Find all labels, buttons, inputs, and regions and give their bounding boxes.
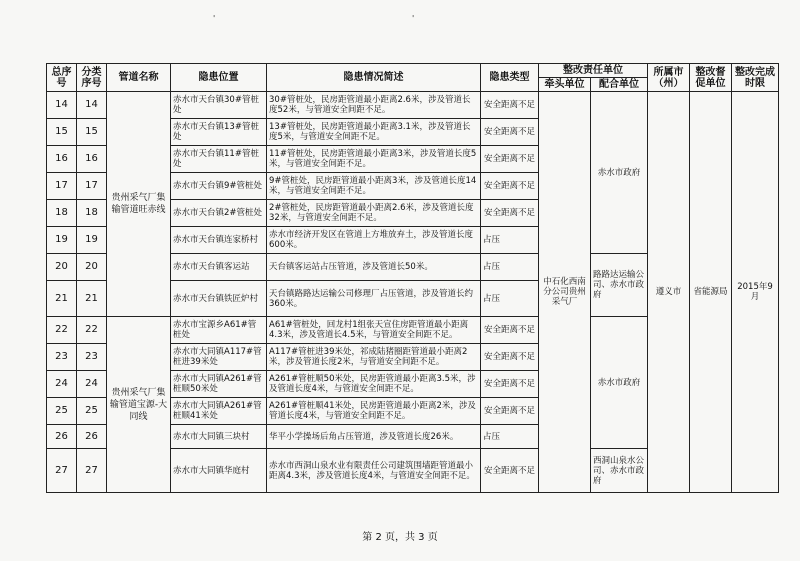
row-description: A261#管桩顺50米处，民房距管道最小距离3.5米，涉及管道长度4米，与管道安全间距不足。 [267,371,481,398]
row-sub: 17 [77,173,107,200]
row-description: 9#管桩处，民房距管道最小距离3米，涉及管道长度14米，与管道安全间距不足。 [267,173,481,200]
row-location: 赤水市天台镇9#管桩处 [171,173,267,200]
row-location: 赤水市天台镇客运站 [171,254,267,281]
header-supervisor: 整改督促单位 [690,64,732,92]
row-total: 17 [47,173,77,200]
row-type: 安全距离不足 [481,119,539,146]
row-total: 26 [47,425,77,449]
row-total: 23 [47,344,77,371]
row-total: 21 [47,281,77,317]
row-type: 占压 [481,254,539,281]
row-sub: 15 [77,119,107,146]
row-description: 天台镇客运站占压管道，涉及管道长50米。 [267,254,481,281]
deadline: 2015年9月 [732,92,779,493]
row-sub: 24 [77,371,107,398]
row-location: 赤水市大同镇A261#管桩顺41米处 [171,398,267,425]
row-type: 安全距离不足 [481,200,539,227]
row-description: 30#管桩处，民房距管道最小距离2.6米，涉及管道长度52米，与管道安全间距不足。 [267,92,481,119]
row-total: 16 [47,146,77,173]
city: 遵义市 [648,92,690,493]
row-type: 安全距离不足 [481,173,539,200]
row-type: 占压 [481,281,539,317]
support-unit: 赤水市政府 [591,92,648,254]
row-description: 华平小学操场后角占压管道，涉及管道长度26米。 [267,425,481,449]
row-description: 11#管桩处，民房距管道最小距离3米，涉及管道长度5米，与管道安全间距不足。 [267,146,481,173]
support-unit: 赤水市政府 [591,317,648,449]
pipeline-name: 贵州采气厂集输管道宝源-大同线 [107,317,171,493]
row-type: 安全距离不足 [481,398,539,425]
row-sub: 20 [77,254,107,281]
row-location: 赤水市宝源乡A61#管桩处 [171,317,267,344]
row-sub: 23 [77,344,107,371]
row-sub: 25 [77,398,107,425]
row-sub: 26 [77,425,107,449]
row-description: 天台镇路路达运输公司修理厂占压管道，涉及管道长约360米。 [267,281,481,317]
row-total: 19 [47,227,77,254]
row-type: 占压 [481,227,539,254]
row-total: 27 [47,449,77,493]
row-location: 赤水市天台镇连家桥村 [171,227,267,254]
header-support: 配合单位 [591,78,648,92]
row-description: 13#管桩处，民房距管道最小距离3.1米，涉及管道长度5米，与管道安全间距不足。 [267,119,481,146]
header-description: 隐患情况简述 [267,64,481,92]
row-type: 占压 [481,425,539,449]
header-deadline: 整改完成时限 [732,64,779,92]
row-description: A61#管桩处，回龙村1组张天宣住房距管道最小距离4.3米，涉及管道长4.5米，与管道安全间距不足。 [267,317,481,344]
support-unit: 西洞山泉水公司、赤水市政府 [591,449,648,493]
header-location: 隐患位置 [171,64,267,92]
row-location: 赤水市天台镇铁匠炉村 [171,281,267,317]
row-sub: 14 [77,92,107,119]
row-location: 赤水市大同镇三块村 [171,425,267,449]
row-total: 22 [47,317,77,344]
pipeline-name: 贵州采气厂集输管道旺赤线 [107,92,171,317]
row-sub: 21 [77,281,107,317]
hazard-table [46,63,779,493]
row-description: A261#管桩顺41米处，民房距管道最小距离2米，涉及管道长度4米，与管道安全间距不足。 [267,398,481,425]
row-location: 赤水市天台镇13#管桩处 [171,119,267,146]
header-type: 隐患类型 [481,64,539,92]
row-total: 25 [47,398,77,425]
row-type: 安全距离不足 [481,344,539,371]
row-description: 赤水市西洞山泉水业有限责任公司建筑围墙距管道最小距离4.3米，涉及管道长度4米，与管道安全间距不足。 [267,449,481,493]
scan-mark: ' [213,14,216,23]
header-pipeline: 管道名称 [107,64,171,92]
row-type: 安全距离不足 [481,146,539,173]
support-unit: 路路达运输公司、赤水市政府 [591,254,648,317]
table-row [47,92,779,119]
row-location: 赤水市大同镇华庭村 [171,449,267,493]
row-total: 15 [47,119,77,146]
row-location: 赤水市天台镇11#管桩处 [171,146,267,173]
row-description: A117#管桩进39米处，祁成陆猪圈距管道最小距离2米，涉及管道长度2米，与管道安全间距不足。 [267,344,481,371]
supervisor: 省能源局 [690,92,732,493]
row-total: 14 [47,92,77,119]
row-description: 2#管桩处，民房距管道最小距离2.6米，涉及管道长度32米，与管道安全间距不足。 [267,200,481,227]
row-location: 赤水市天台镇2#管桩处 [171,200,267,227]
header-responsible: 整改责任单位 [539,64,648,78]
header-city: 所属市（州） [648,64,690,92]
header-seq-total: 总序号 [47,64,77,92]
row-total: 24 [47,371,77,398]
header-seq-sub: 分类序号 [77,64,107,92]
row-total: 18 [47,200,77,227]
lead-unit: 中石化西南分公司贵州采气厂 [539,92,591,493]
row-sub: 22 [77,317,107,344]
row-location: 赤水市大同镇A261#管桩顺50米处 [171,371,267,398]
row-sub: 16 [77,146,107,173]
row-type: 安全距离不足 [481,92,539,119]
page-number: 第 2 页，共 3 页 [362,532,438,543]
header-lead: 牵头单位 [539,78,591,92]
row-total: 20 [47,254,77,281]
row-type: 安全距离不足 [481,371,539,398]
row-type: 安全距离不足 [481,317,539,344]
row-description: 赤水市经济开发区在管道上方堆放弃土，涉及管道长度600米。 [267,227,481,254]
row-location: 赤水市天台镇30#管桩处 [171,92,267,119]
row-location: 赤水市大同镇A117#管桩进39米处 [171,344,267,371]
row-sub: 27 [77,449,107,493]
row-sub: 19 [77,227,107,254]
row-sub: 18 [77,200,107,227]
scan-mark: ' [412,14,415,23]
row-type: 安全距离不足 [481,449,539,493]
